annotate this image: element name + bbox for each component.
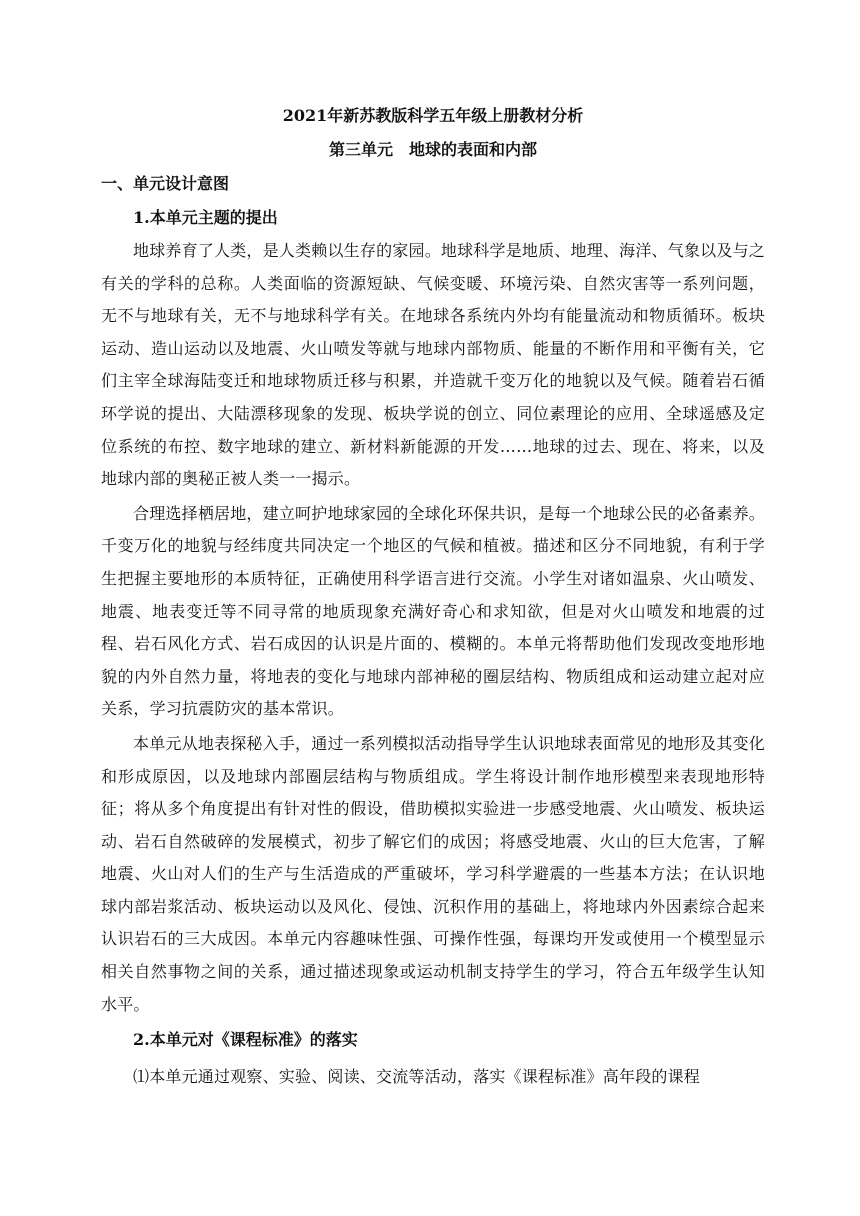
paragraph-habitat: 合理选择栖居地，建立呵护地球家园的全球化环保共识，是每一个地球公民的必备素养。千变万化的地貌与经纬度共同决定一个地区的气候和植被。描述和区分不同地貌，有利于学生把握主要地形的本质特征，正确使用科学语言进行交流。小学生对诸如温泉、火山喷发、地震、地表变迁等不同寻常的地质现象充满好奇心和求知欲，但是对火山喷发和地震的过程、岩石风化方式、岩石成因的认识是片面的、模糊的。本单元将帮助他们发现改变地形地貌的内外自然力量，将地表的变化与地球内部神秘的圈层结构、物质组成和运动建立起对应关系，学习抗震防灾的基本常识。 xyxy=(101,503,765,719)
paragraph-curriculum: ⑴本单元通过观察、实验、阅读、交流等活动，落实《课程标准》高年段的课程 xyxy=(133,1067,701,1087)
paragraph-earth-science: 地球养育了人类，是人类赖以生存的家园。地球科学是地质、地理、海洋、气象以及与之有关的学科的总称。人类面临的资源短缺、气候变暖、环境污染、自然灾害等一系列问题，无不与地球有关，无不与地球科学有关。在地球各系统内外均有能量流动和物质循环。板块运动、造山运动以及地震、火山喷发等就与地球内部物质、能量的不断作用和平衡有关，它们主宰全球海陆变迁和地球物质迁移与积累，并造就千变万化的地貌以及气候。随着岩石循环学说的提出、大陆漂移现象的发现、板块学说的创立、同位素理论的应用、全球遥感及定位系统的布控、数字地球的建立、新材料新能源的开发……地球的过去、现在、将来，以及地球内部的奥秘正被人类一一揭示。 xyxy=(101,241,765,489)
document-body xyxy=(101,99,765,1096)
document-title: 2021年新苏教版科学五年级上册教材分析 xyxy=(282,106,584,125)
subsection-heading-curriculum: 2.本单元对《课程标准》的落实 xyxy=(133,1030,358,1050)
paragraph-unit-overview: 本单元从地表探秘入手，通过一系列模拟活动指导学生认识地球表面常见的地形及其变化和形成原因，以及地球内部圈层结构与物质组成。学生将设计制作地形模型来表现地形特征；将从多个角度提出有针对性的假设，借助模拟实验进一步感受地震、火山喷发、板块运动、岩石自然破碎的发展模式，初步了解它们的成因；将感受地震、火山的巨大危害，了解地震、火山对人们的生产与生活造成的严重破坏，学习科学避震的一些基本方法；在认识地球内部岩浆活动、板块运动以及风化、侵蚀、沉积作用的基础上，将地球内外因素综合起来认识岩石的三大成因。本单元内容趣味性强、可操作性强，每课均开发或使用一个模型显示相关自然事物之间的关系，通过描述现象或运动机制支持学生的学习，符合五年级学生认知水平。 xyxy=(101,733,765,1014)
section-heading-design-intent: 一、单元设计意图 xyxy=(101,174,230,193)
unit-title: 第三单元 地球的表面和内部 xyxy=(328,140,537,159)
subsection-heading-theme: 1.本单元主题的提出 xyxy=(133,208,278,227)
